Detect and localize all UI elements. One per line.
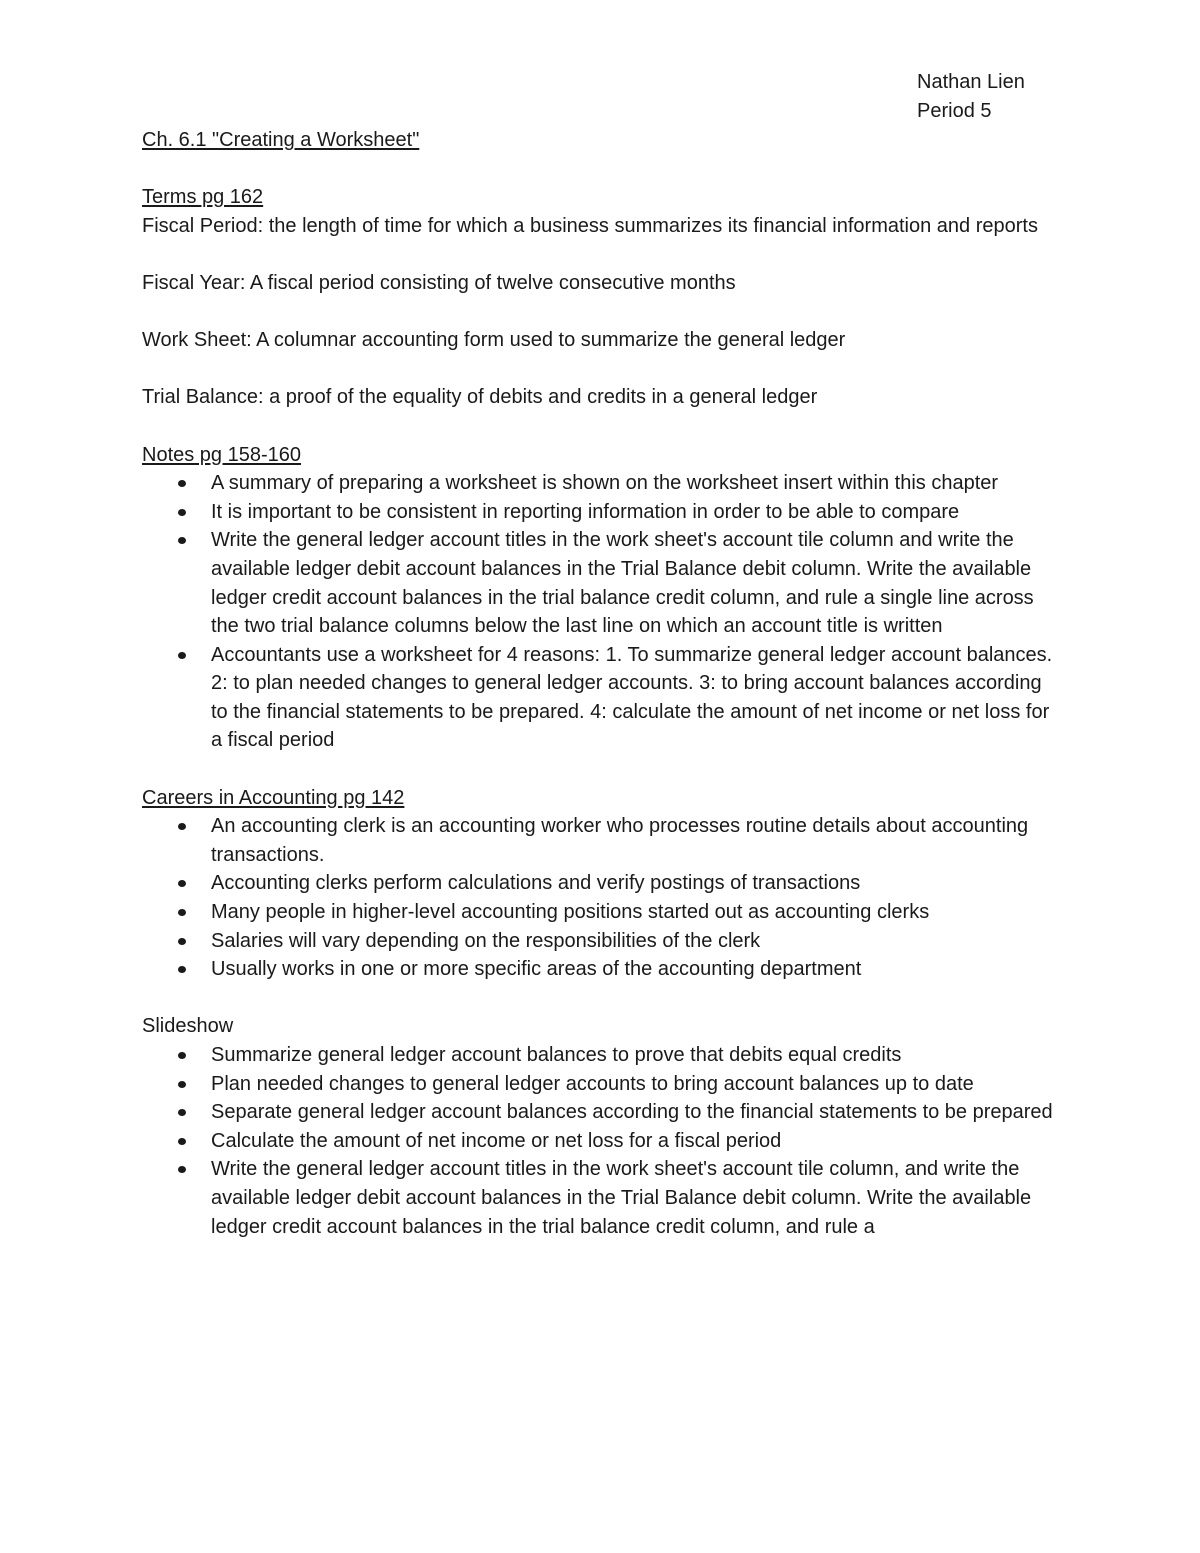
bullet-icon <box>178 652 186 659</box>
list-item: Summarize general ledger account balances to prove that debits equal credits <box>211 1041 1062 1070</box>
list-item: Plan needed changes to general ledger accounts to bring account balances up to date <box>211 1070 1062 1099</box>
list-item: Usually works in one or more specific areas of the accounting department <box>211 955 1062 984</box>
bullet-icon <box>178 938 186 945</box>
class-period: Period 5 <box>917 99 992 122</box>
bullet-icon <box>178 509 186 516</box>
list-item: A summary of preparing a worksheet is shown on the worksheet insert within this chapter <box>211 469 1062 498</box>
list-item: Calculate the amount of net income or net loss for a fiscal period <box>211 1127 1062 1156</box>
careers-heading: Careers in Accounting pg 142 <box>142 786 405 809</box>
list-item: Write the general ledger account titles in the work sheet's account tile column and write the available ledger debit account balances in the Trial Balance debit column. Write the available ledger credit account balances in the trial balance credit column, and rule a single line across the two trial balance columns below the last line on which an account title is written <box>211 526 1062 640</box>
notes-list <box>142 469 1062 755</box>
list-item: Salaries will vary depending on the responsibilities of the clerk <box>211 927 1062 956</box>
bullet-icon <box>178 537 186 544</box>
bullet-icon <box>178 823 186 830</box>
notes-heading: Notes pg 158-160 <box>142 443 302 466</box>
bullet-icon <box>178 1052 186 1059</box>
list-item: Many people in higher-level accounting positions started out as accounting clerks <box>211 898 1062 927</box>
bullet-icon <box>178 909 186 916</box>
term-fiscal-year: Fiscal Year: A fiscal period consisting of twelve consecutive months <box>142 271 736 294</box>
list-item: Accounting clerks perform calculations and verify postings of transactions <box>211 869 1062 898</box>
careers-list <box>142 812 1062 984</box>
document-title: Ch. 6.1 "Creating a Worksheet" <box>142 129 420 151</box>
list-item: It is important to be consistent in reporting information in order to be able to compare <box>211 498 1062 527</box>
list-item: Write the general ledger account titles in the work sheet's account tile column, and write the available ledger debit account balances in the Trial Balance debit column. Write the available ledger credit account balances in the trial balance credit column, and rule a <box>211 1155 1062 1241</box>
slideshow-heading: Slideshow <box>142 1015 234 1038</box>
slideshow-list <box>142 1041 1062 1241</box>
bullet-icon <box>178 966 186 973</box>
list-item: An accounting clerk is an accounting worker who processes routine details about accounting transactions. <box>211 812 1062 869</box>
list-item: Separate general ledger account balances according to the financial statements to be prepared <box>211 1098 1062 1127</box>
bullet-icon <box>178 480 186 487</box>
list-item: Accountants use a worksheet for 4 reasons: 1. To summarize general ledger account balances. 2: to plan needed changes to general ledger accounts. 3: to bring account balances according to the financial statements to be prepared. 4: calculate the amount of net income or net loss for a fiscal period <box>211 641 1062 755</box>
author-name: Nathan Lien <box>917 71 1025 93</box>
bullet-icon <box>178 1081 186 1088</box>
term-fiscal-period: Fiscal Period: the length of time for which a business summarizes its financial information and reports <box>142 214 1038 237</box>
term-trial-balance: Trial Balance: a proof of the equality of debits and credits in a general ledger <box>142 386 818 409</box>
bullet-icon <box>178 1166 186 1173</box>
document-body <box>142 68 1062 1241</box>
term-work-sheet: Work Sheet: A columnar accounting form used to summarize the general ledger <box>142 329 846 352</box>
bullet-icon <box>178 880 186 887</box>
terms-heading: Terms pg 162 <box>142 186 264 209</box>
bullet-icon <box>178 1138 186 1145</box>
bullet-icon <box>178 1109 186 1116</box>
